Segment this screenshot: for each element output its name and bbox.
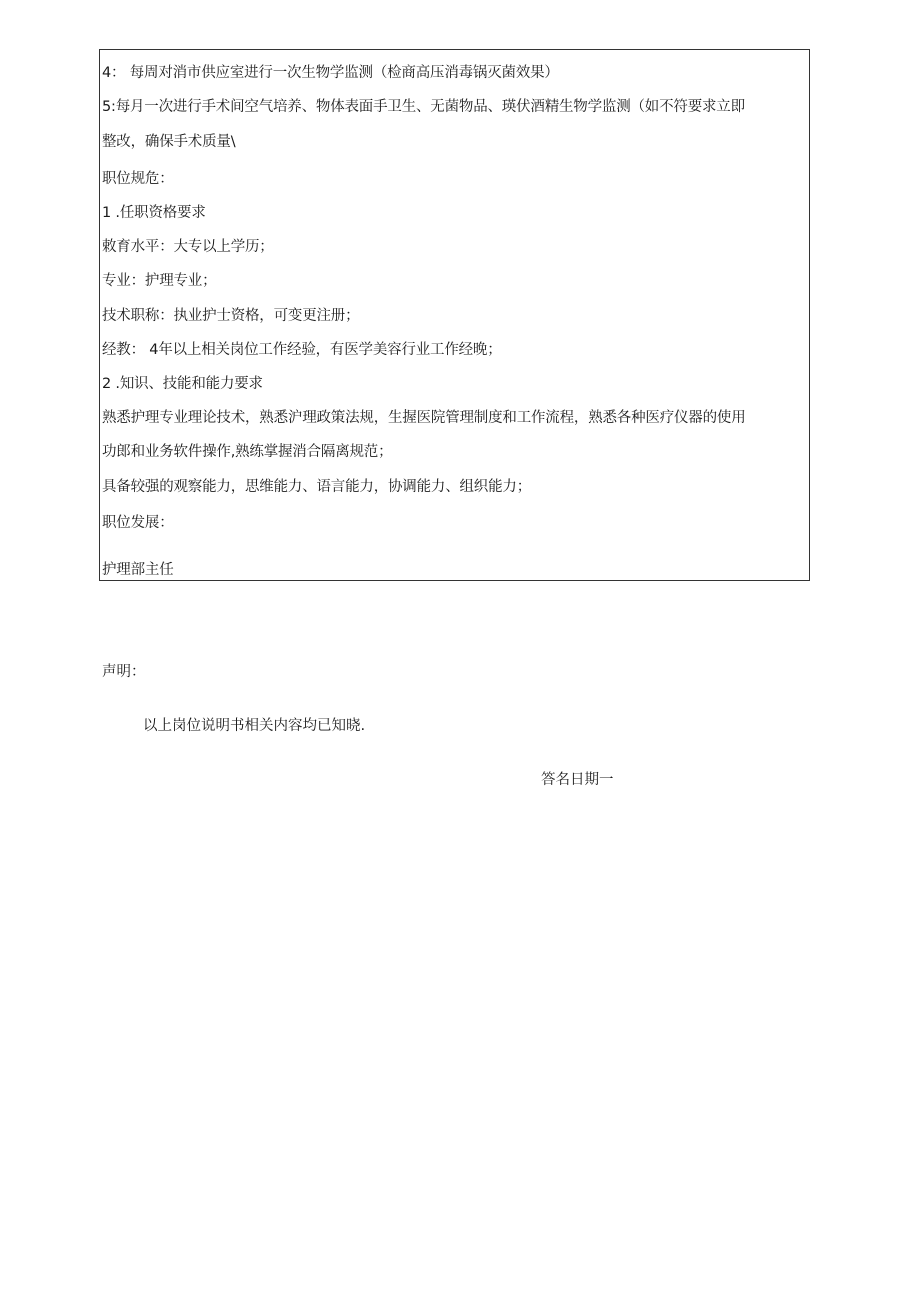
skill-knowledge-continued: 功郎和业务软件操作,熟练掌握消合隔离规范； [102, 444, 393, 460]
requirement-title: 技术职称：执业护士资格，可变更注册； [102, 308, 360, 324]
requirement-education: 敕育水平：大专以上学历； [102, 239, 274, 255]
duty-item-5: 5:每月一次进行手术间空气培养、物体表面手卫生、无菌物品、瑛伏酒精生物学监测（如不符要求立即 [102, 99, 745, 115]
subheading-skills: 2 .知识、技能和能力要求 [102, 376, 263, 392]
duty-item-4: 4： 每周对消市供应室进行一次生物学监测（检商高压消毒锅灭菌效果） [102, 65, 559, 81]
signature-date-line: 答名日期一 [541, 772, 614, 788]
subheading-requirements: 1 .任职资格要求 [102, 205, 206, 221]
skill-abilities: 具备较强的观察能力，思维能力、语言能力，协调能力、组织能力； [102, 479, 531, 495]
section-heading-qualifications: 职位规危： [102, 171, 174, 187]
requirement-major: 专业：护理专业； [102, 273, 217, 289]
declaration-heading: 声明： [102, 664, 146, 680]
declaration-statement: 以上岗位说明书相关内容均已知晓. [143, 718, 366, 734]
requirement-experience: 经教： 4年以上相关岗位工作经验，有医学美容行业工作经晚； [102, 342, 502, 358]
career-next-position: 护理部主任 [102, 562, 174, 578]
section-heading-career: 职位发展： [102, 515, 174, 531]
duty-item-5-continued: 整改，确保手术质量\ [102, 134, 236, 150]
skill-knowledge: 熟悉护理专业理论技术，熟悉沪理政策法规，生握医院管理制度和工作流程，熟悉各种医疗仪器的使用 [102, 410, 746, 426]
